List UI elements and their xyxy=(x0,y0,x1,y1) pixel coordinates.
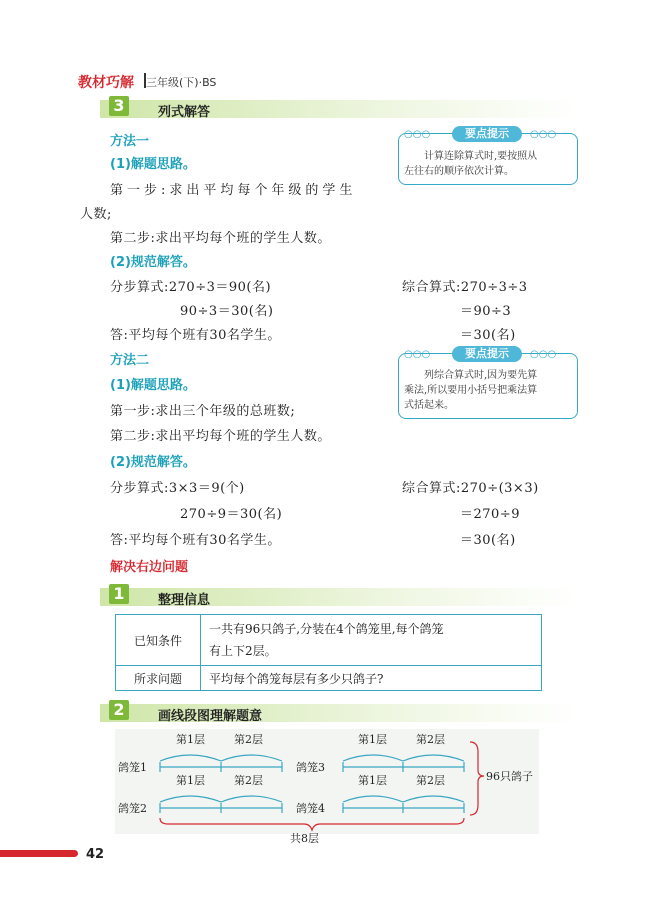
method2-combined-1: 综合算式:270÷(3×3) xyxy=(402,481,539,496)
tip2-dots-left: ○○○ xyxy=(404,349,431,360)
section-number-1: 1 xyxy=(109,584,129,604)
cage4-label: 鸽笼4 xyxy=(296,802,325,815)
ask-value-cell: 平均每个鸽笼每层有多少只鸽子? xyxy=(201,666,542,691)
right-problem-title: 解决右边问题 xyxy=(110,560,189,575)
tip1-title: 要点提示 xyxy=(452,126,522,142)
method1-title: 方法一 xyxy=(110,134,150,149)
method2-combined-3: ＝30(名) xyxy=(460,533,516,548)
section-label-1: 整理信息 xyxy=(158,593,211,608)
cage4-layer1-label: 第1层 xyxy=(358,774,387,787)
cage1-label: 鸽笼1 xyxy=(118,761,147,774)
cage3-brace-2 xyxy=(403,755,464,761)
total-layers-label: 共8层 xyxy=(290,832,319,845)
tip1-dots-left: ○○○ xyxy=(404,129,431,140)
page-number-bar xyxy=(0,850,78,857)
method2-thinking-title: (1)解题思路。 xyxy=(110,378,196,393)
cage2-brace-2 xyxy=(221,796,282,802)
cage4-brace-2 xyxy=(403,796,464,802)
method1-answer: 答:平均每个班有30名学生。 xyxy=(110,328,281,343)
tip1-dots-right: ○○○ xyxy=(530,129,557,140)
method2-step-formula-1: 分步算式:3×3＝9(个) xyxy=(110,481,245,496)
method1-combined-2: ＝90÷3 xyxy=(460,304,512,319)
method1-step-formula-2: 90÷3＝30(名) xyxy=(180,304,274,319)
method1-solve-title: (2)规范解答。 xyxy=(110,255,196,270)
method2-step1: 第一步:求出三个年级的总班数; xyxy=(110,404,296,419)
method1-step1-line1: 第一步:求出平均每个年级的学生 xyxy=(110,183,357,198)
section-number-2: 2 xyxy=(109,700,129,720)
book-subtitle: 三年级(下)·BS xyxy=(146,76,217,89)
tip2-text-2: 乘法,所以要用小括号把乘法算 xyxy=(404,385,538,396)
method2-solve-title: (2)规范解答。 xyxy=(110,455,196,470)
ask-label-cell: 所求问题 xyxy=(116,666,201,691)
method1-combined-1: 综合算式:270÷3÷3 xyxy=(402,280,528,295)
cage1-layer1-label: 第1层 xyxy=(176,733,205,746)
cage1-layer2-label: 第2层 xyxy=(234,733,263,746)
right-total-brace xyxy=(470,742,484,815)
total-birds-label: 96只鸽子 xyxy=(486,770,533,783)
method1-combined-3: ＝30(名) xyxy=(460,328,516,343)
cage3-layer1-label: 第1层 xyxy=(358,733,387,746)
method2-step-formula-2: 270÷9＝30(名) xyxy=(180,507,283,522)
known-value-line2: 有上下2层。 xyxy=(209,644,277,658)
cage3-brace-1 xyxy=(343,755,403,761)
cage2-label: 鸽笼2 xyxy=(118,802,147,815)
method2-answer: 答:平均每个班有30名学生。 xyxy=(110,533,281,548)
bottom-total-brace xyxy=(160,818,464,830)
known-value-line1: 一共有96只鸽子,分装在4个鸽笼里,每个鸽笼 xyxy=(209,622,444,636)
cage4-brace-1 xyxy=(343,796,403,802)
tip2-title: 要点提示 xyxy=(452,346,522,362)
method2-combined-2: ＝270÷9 xyxy=(460,507,520,522)
book-title: 教材巧解 xyxy=(78,75,134,91)
cage4-layer2-label: 第2层 xyxy=(416,774,445,787)
method1-step1-line2: 人数; xyxy=(80,207,112,222)
method2-title: 方法二 xyxy=(110,353,150,368)
cage2-layer2-label: 第2层 xyxy=(234,774,263,787)
cage1-brace-2 xyxy=(221,755,282,761)
method1-thinking-title: (1)解题思路。 xyxy=(110,157,196,172)
section-label-2: 画线段图理解题意 xyxy=(158,709,263,724)
tip1-text-1: 计算连除算式时,要按照从 xyxy=(424,151,538,162)
cage3-label: 鸽笼3 xyxy=(296,761,325,774)
cage2-layer1-label: 第1层 xyxy=(176,774,205,787)
known-label-cell: 已知条件 xyxy=(116,615,201,666)
method1-step2: 第二步:求出平均每个班的学生人数。 xyxy=(110,231,331,246)
method1-step-formula-1: 分步算式:270÷3＝90(名) xyxy=(110,280,272,295)
tip2-text-3: 式括起来。 xyxy=(404,400,454,411)
cage1-brace-1 xyxy=(160,755,221,761)
tip2-text-1: 列综合算式时,因为要先算 xyxy=(424,370,538,381)
cage3-layer2-label: 第2层 xyxy=(416,733,445,746)
tip2-dots-right: ○○○ xyxy=(530,349,557,360)
section-number-3: 3 xyxy=(109,96,129,116)
section-label-3: 列式解答 xyxy=(158,105,211,120)
page-number: 42 xyxy=(86,847,105,862)
method2-step2: 第二步:求出平均每个班的学生人数。 xyxy=(110,429,331,444)
cage2-brace-1 xyxy=(160,796,221,802)
tip1-text-2: 左往右的顺序依次计算。 xyxy=(404,166,514,177)
